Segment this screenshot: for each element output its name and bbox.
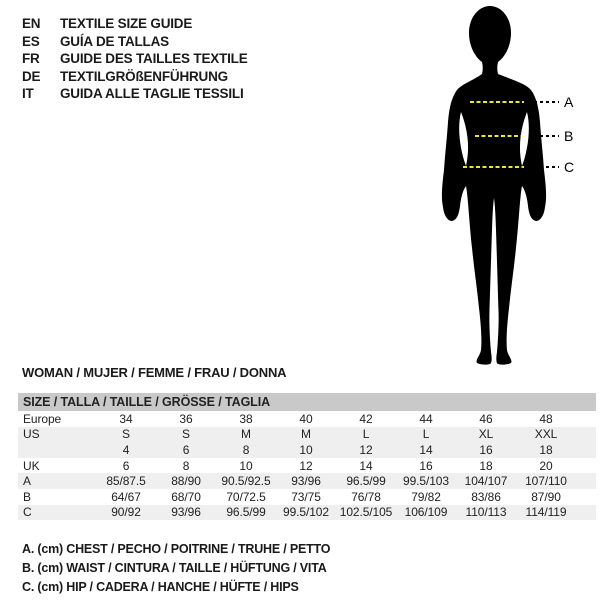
lang-row-fr [22,50,248,68]
size-table-header: SIZE / TALLA / TAILLE / GRÖSSE / TAGLIA [18,393,596,411]
size-cell: 8 [242,442,250,457]
size-cell: 64/67 [111,489,141,504]
size-cell: 20 [539,458,553,473]
spacer-cell [576,442,596,458]
marker-label-c: C [564,159,575,175]
lang-row-en [22,15,248,33]
size-cell: 10 [239,458,253,473]
size-cell: 102.5/105 [339,505,393,520]
size-cell: M [241,427,251,442]
language-list [22,15,248,103]
lang-code: FR [22,51,40,67]
size-cell: 12 [359,442,373,457]
marker-label-a: A [564,94,574,110]
table-row-waist-b [18,489,596,505]
size-cell: 16 [479,442,493,457]
size-cell: 93/96 [291,474,321,489]
lang-code: DE [22,68,41,84]
size-cell: L [422,427,430,442]
size-cell: 8 [182,458,190,473]
size-cell: 88/90 [171,474,201,489]
size-cell: 87/90 [531,489,561,504]
table-row-hip-c [18,505,596,521]
table-row-us [18,427,596,443]
spacer-cell [576,489,596,505]
lang-code: IT [22,86,34,102]
lang-label: GUÍA DE TALLAS [60,33,169,49]
spacer-cell [576,427,596,443]
size-cell: 83/86 [471,489,501,504]
size-cell: 38 [239,411,253,426]
size-cell: 14 [419,442,433,457]
size-cell: 99.5/103 [403,474,449,489]
row-label: B [23,489,31,504]
size-cell: 106/109 [404,505,448,520]
size-cell: 12 [299,458,313,473]
size-cell: 114/119 [525,505,567,520]
spacer-cell [576,505,596,521]
lang-label: TEXTILE SIZE GUIDE [60,16,193,31]
size-cell: 104/107 [464,474,508,489]
size-cell: 6 [122,458,130,473]
size-cell: XL [478,427,494,442]
row-label: Europe [23,411,62,426]
spacer-cell [576,473,596,489]
size-cell: 110/113 [465,505,507,520]
marker-label-b: B [564,128,574,144]
lang-label: GUIDA ALLE TAGLIE TESSILI [60,86,244,102]
size-cell: 96.5/99 [226,505,266,520]
lang-row-de [22,68,248,86]
size-cell: 107/110 [525,474,567,489]
legend-line-waist: B. (cm) WAIST / CINTURA / TAILLE / HÜFTUNG / VITA [22,561,327,575]
size-cell: 70/72.5 [226,489,266,504]
lang-code: EN [22,16,41,31]
size-cell: S [122,427,130,442]
size-cell: 76/78 [351,489,381,504]
table-header-row [18,393,596,411]
table-row-us-numeric [18,442,596,458]
lang-code: ES [22,33,40,49]
row-label: US [23,427,40,442]
size-cell: 16 [419,458,433,473]
row-label: A [23,474,31,489]
row-label [18,442,96,458]
spacer-cell [576,458,596,474]
lang-row-it [22,85,248,103]
woman-silhouette [442,6,546,365]
size-cell: 96.5/99 [346,474,386,489]
size-cell: S [182,427,190,442]
size-table [18,393,596,520]
table-row-chest-a [18,473,596,489]
size-cell: 90.5/92.5 [221,474,271,489]
size-cell: 18 [539,442,553,457]
size-cell: 36 [179,411,193,426]
size-cell: 6 [182,442,190,457]
legend-line-hip: C. (cm) HIP / CADERA / HANCHE / HÜFTE / HIPS [22,580,299,594]
table-row-uk [18,458,596,474]
size-cell: 44 [419,411,433,426]
size-cell: 42 [359,411,373,426]
size-cell: 48 [539,411,553,426]
size-cell: 90/92 [111,505,141,520]
size-cell: M [301,427,311,442]
size-cell: 46 [479,411,493,426]
size-cell: 93/96 [171,505,201,520]
section-title: WOMAN / MUJER / FEMME / FRAU / DONNA [22,365,287,380]
size-cell: 73/75 [291,489,321,504]
size-cell: 85/87.5 [106,474,146,489]
row-label: C [23,505,32,520]
spacer-cell [576,411,596,427]
size-cell: 4 [122,442,130,457]
size-cell: 14 [359,458,373,473]
measurement-legend [22,540,330,597]
lang-row-es [22,33,248,51]
size-cell: 79/82 [411,489,441,504]
size-cell: 18 [479,458,493,473]
size-cell: 40 [299,411,313,426]
size-cell: 10 [299,442,313,457]
size-cell: 68/70 [171,489,201,504]
woman-silhouette-figure [420,0,600,380]
size-cell: 34 [119,411,133,426]
size-cell: L [362,427,370,442]
row-label: UK [23,458,40,473]
legend-line-chest: A. (cm) CHEST / PECHO / POITRINE / TRUHE / PETTO [22,542,331,556]
lang-label: GUIDE DES TAILLES TEXTILE [60,51,248,67]
lang-label: TEXTILGRÖßENFÜHRUNG [60,68,228,84]
size-cell: 99.5/102 [283,505,329,520]
table-row-europe [18,411,596,427]
size-cell: XXL [534,427,558,442]
